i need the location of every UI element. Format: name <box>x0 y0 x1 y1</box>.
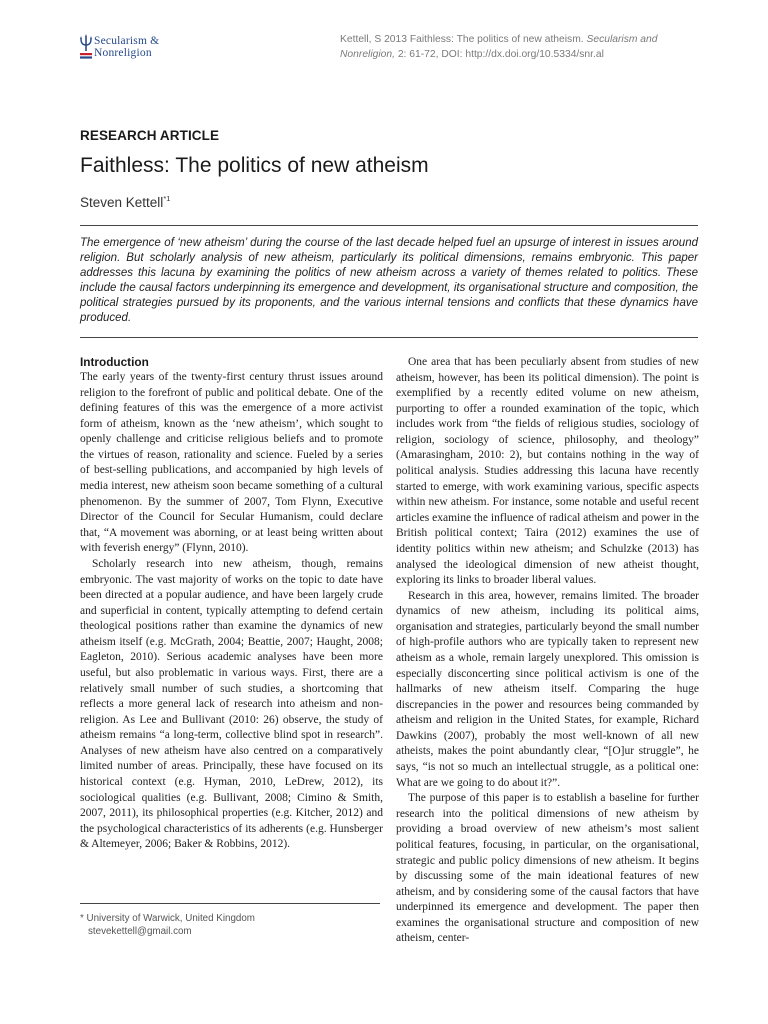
logo-line-1: Secularism & <box>94 35 160 47</box>
paragraph: One area that has been peculiarly absent from studies of new atheism, however, has been its political dimension). The point is exemplified by a recently edited volume on new atheism, purporting to offer a rounded examination of the topic, which includes work from “the fields of religious studies, sociology of religion, sociology of science, philosophy, and theology” (Amarasingham, 2010: 2), but contains nothing in the way of political analysis. Studies addressing this lacuna have recently started to emerge, with work examining various, specific aspects within new atheism. For instance, some notable and useful recent articles examine the influence of radical atheism and power in the British political context; Taira (2012) examines the use of identity politics within new atheism; and Schulzke (2013) has analysed the ideological dimension of new atheist thought, exploring its links to broader liberal values. <box>396 356 699 587</box>
section-heading-introduction: Introduction <box>80 355 149 369</box>
abstract-top-rule <box>80 225 698 226</box>
paragraph: Scholarly research into new atheism, though, remains embryonic. The vast majority of works on the topic to date have been directed at a popular audience, and have been largely crude and superficial in content, typically attempting to defend certain theological positions rather than examine the dynamics of new atheism itself (e.g. McGrath, 2004; Beattie, 2007; Haught, 2008; Eagleton, 2010). Serious academic analyses have been more useful, but also problematic in various ways. First, there are a relatively small number of such studies, a shortcoming that reflects a more general lack of research into atheism and non-religion. As Lee and Bullivant (2010: 26) observe, the study of atheism remains “a long-term, collective blind spot in research”. Analyses of new atheism have also centred on a comparatively limited number of areas. Principally, these have focused on its historical context (e.g. Hyman, 2010, LeDrew, 2012), its sociological qualities (e.g. Bullivant, 2008; Cimino & Smith, 2007, 2011), its philosophical properties (e.g. Kitcher, 2012) and the psychological characteristics of its adherents (e.g. Hunsberger & Altemeyer, 2006; Baker & Robbins, 2012). <box>80 557 383 851</box>
paragraph: The early years of the twenty-first century thrust issues around religion to the forefront of public and political debate. One of the defining features of this was the emergence of a more activist form of atheism, known as the ‘new atheism’, which sought to openly challenge and criticise religious beliefs and to promote the virtues of reason, rationality and science. Fueled by a series of best-selling publications, and accompanied by high levels of media interest, new atheism soon became something of a cultural phenomenon. By the summer of 2007, Tom Flynn, Executive Director of the Council for Secular Humanism, could declare that, “A movement was aborning, or at least being written about with feverish energy” (Flynn, 2010). <box>80 371 383 555</box>
footnote-email: stevekettell@gmail.com <box>88 926 192 937</box>
logo-wordmark <box>94 35 159 59</box>
author-line <box>80 194 170 210</box>
article-title: Faithless: The politics of new atheism <box>80 154 429 177</box>
footnote <box>80 912 255 938</box>
author-name: Steven Kettell <box>80 195 164 210</box>
citation-journal: Secularism and Nonreligion, <box>340 34 658 60</box>
right-column <box>396 355 699 947</box>
abstract: The emergence of ‘new atheism’ during the course of the last decade helped fuel an upsurge of interest in issues around religion. But scholarly analysis of new atheism, particularly its political dimensions, remains embryonic. This paper addresses this lacuna by examining the politics of new atheism across a variety of themes related to politics. These include the causal factors underpinning its emergence and development, its organisational structure and composition, the political strategies pursued by its proponents, and the various internal tensions and conflicts that these dynamics have produced. <box>80 237 698 324</box>
footnote-rule <box>80 903 380 904</box>
trident-icon <box>79 34 93 60</box>
citation <box>340 32 692 62</box>
paragraph: The purpose of this paper is to establish a baseline for further research into the political dimensions of new atheism by providing a broad overview of new atheism’s most salient political features, focusing, in particular, on the organisational, strategic and public policy dimensions of new atheism. It begins by discussing some of the main ideational features of new atheism, and by considering some of the causal factors that have underpinned its emergence and development. The paper then examines the organisational structure and composition of new atheism, center- <box>396 792 699 945</box>
abstract-bottom-rule <box>80 337 698 338</box>
author-footnote-mark: *1 <box>163 194 171 203</box>
citation-text: Kettell, S 2013 Faithless: The politics of new atheism. <box>340 34 584 45</box>
journal-logo <box>79 34 199 62</box>
citation-doi: 2: 61-72, DOI: http://dx.doi.org/10.5334/snr.al <box>397 49 604 60</box>
left-column <box>80 355 383 853</box>
article-type: RESEARCH ARTICLE <box>80 128 220 143</box>
footnote-affiliation: * University of Warwick, United Kingdom <box>80 913 255 924</box>
logo-line-2: Nonreligion <box>94 47 152 59</box>
paragraph: Research in this area, however, remains limited. The broader dynamics of new atheism, including its political aims, organisation and strategies, particularly beyond the small number of high-profile authors who are typically taken to represent new atheism as a whole, remain largely unexplored. This omission is especially disconcerting since political activism is one of the hallmarks of new atheism itself. Comparing the huge discrepancies in the power and resources being commanded by atheism and religion in the United States, for example, Richard Dawkins (2007), probably the most well-known of all new atheists, makes the point abundantly clear, “[O]ur struggle”, he says, “is not so much an intellectual struggle, as a political one: What are we going to do about it?”. <box>396 589 699 789</box>
